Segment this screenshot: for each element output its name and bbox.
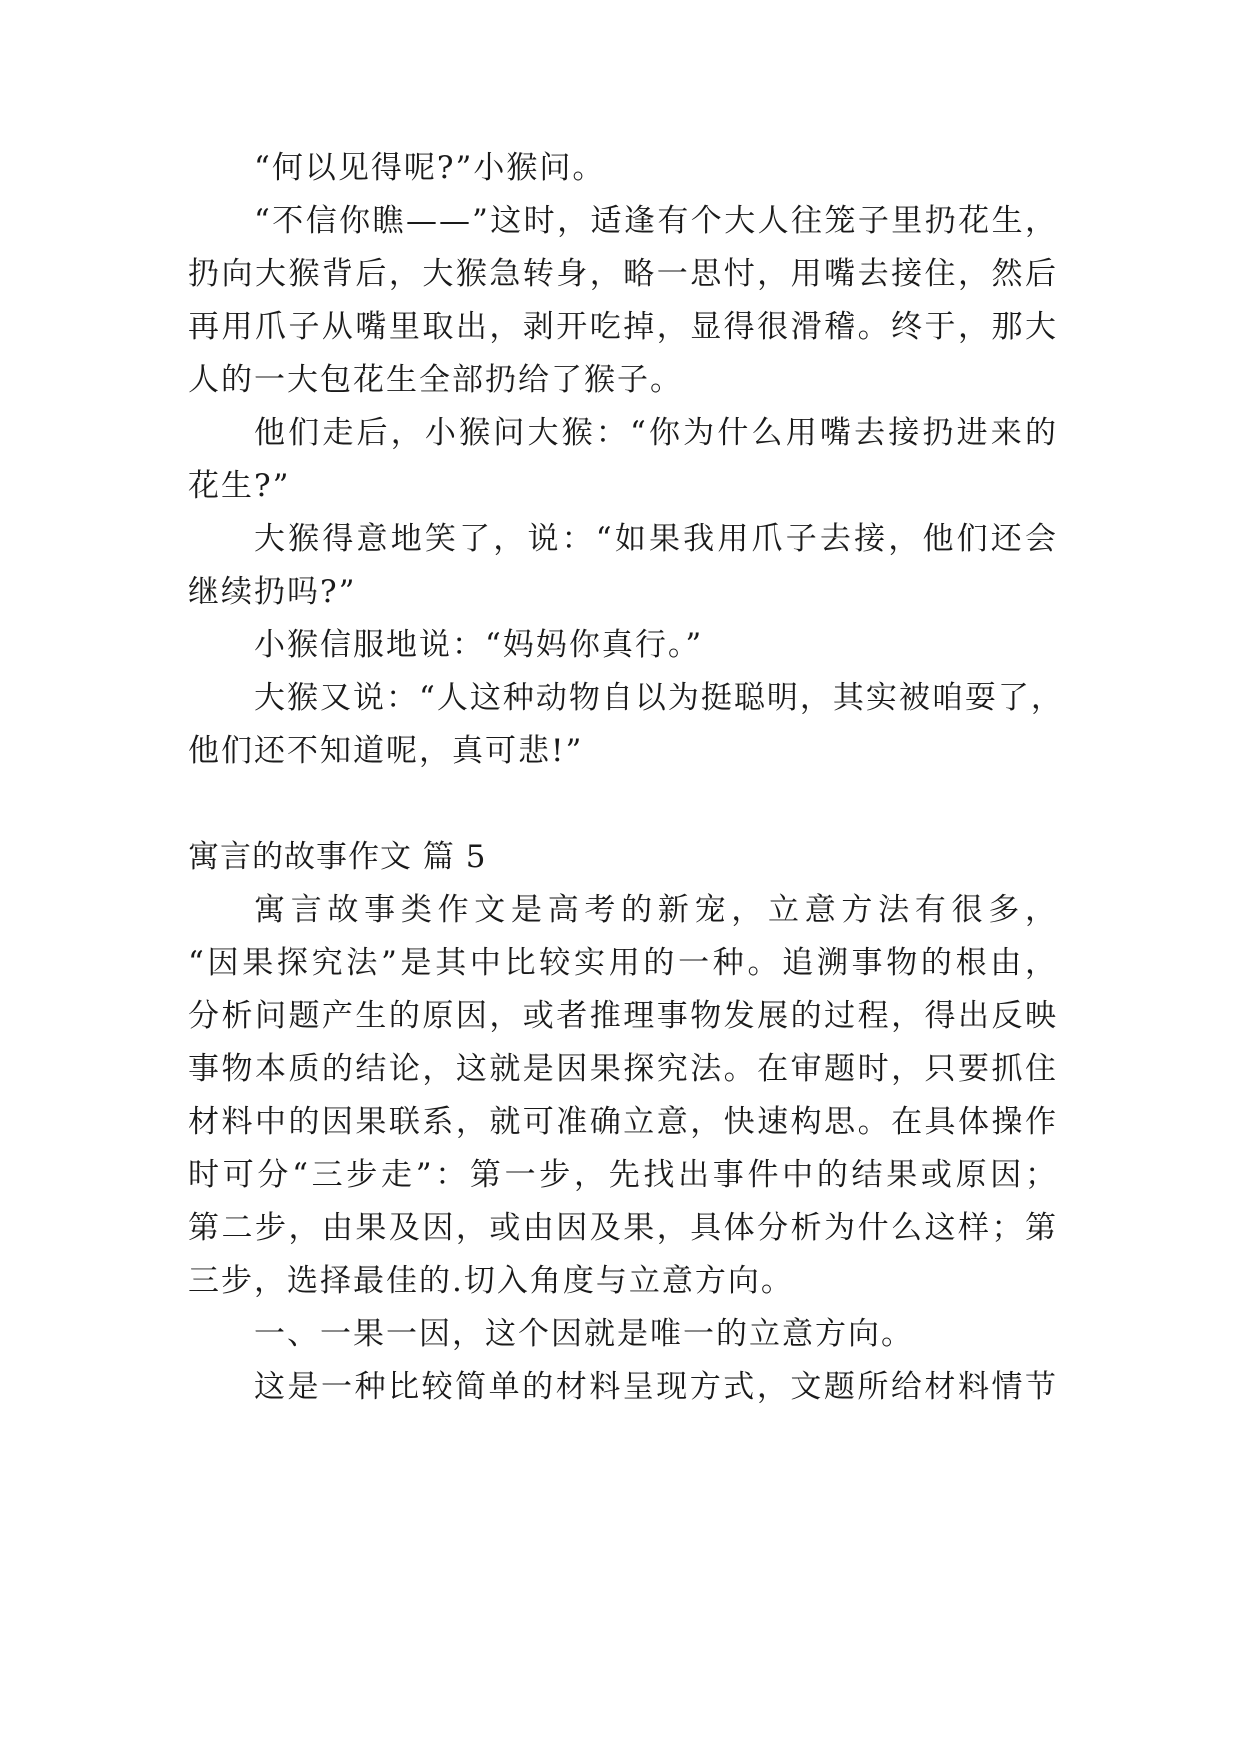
paragraph-line: 三步，选择最佳的.切入角度与立意方向。 <box>188 1263 794 1299</box>
paragraph-line: 他们还不知道呢，真可悲!” <box>188 733 584 769</box>
paragraph-line: 继续扔吗?” <box>188 574 357 610</box>
paragraph-line: “不信你瞧——”这时，适逢有个大人往笼子里扔花生， <box>254 203 1058 239</box>
paragraph-line: 材料中的因果联系，就可准确立意，快速构思。在具体操作 <box>188 1104 1058 1140</box>
paragraph-line: 扔向大猴背后，大猴急转身，略一思忖，用嘴去接住，然后 <box>188 256 1058 292</box>
paragraph-line: 分析问题产生的原因，或者推理事物发展的过程，得出反映 <box>188 998 1058 1034</box>
paragraph-line: 寓言故事类作文是高考的新宠，立意方法有很多， <box>254 892 1058 928</box>
paragraph-line: 人的一大包花生全部扔给了猴子。 <box>188 362 683 398</box>
paragraph-line: 时可分“三步走”：第一步，先找出事件中的结果或原因； <box>188 1157 1058 1193</box>
paragraph-line: 事物本质的结论，这就是因果探究法。在审题时，只要抓住 <box>188 1051 1058 1087</box>
paragraph-line: 花生?” <box>188 468 291 504</box>
paragraph-line: 这是一种比较简单的材料呈现方式，文题所给材料情节 <box>254 1369 1058 1405</box>
paragraph-line: 再用爪子从嘴里取出，剥开吃掉，显得很滑稽。终于，那大 <box>188 309 1058 345</box>
paragraph-line: 大猴得意地笑了，说：“如果我用爪子去接，他们还会 <box>254 521 1058 557</box>
paragraph-line: “因果探究法”是其中比较实用的一种。追溯事物的根由， <box>188 945 1058 981</box>
paragraph-line: 大猴又说：“人这种动物自以为挺聪明，其实被咱耍了， <box>254 680 1064 716</box>
paragraph-line: 他们走后，小猴问大猴：“你为什么用嘴去接扔进来的 <box>254 415 1058 451</box>
paragraph-line: 第二步，由果及因，或由因及果，具体分析为什么这样；第 <box>188 1210 1058 1246</box>
paragraph-line: “何以见得呢?”小猴问。 <box>254 150 606 186</box>
paragraph-line: 一、一果一因，这个因就是唯一的立意方向。 <box>254 1316 914 1352</box>
paragraph-line: 小猴信服地说：“妈妈你真行。” <box>254 627 704 663</box>
section-heading: 寓言的故事作文 篇 5 <box>188 839 487 875</box>
